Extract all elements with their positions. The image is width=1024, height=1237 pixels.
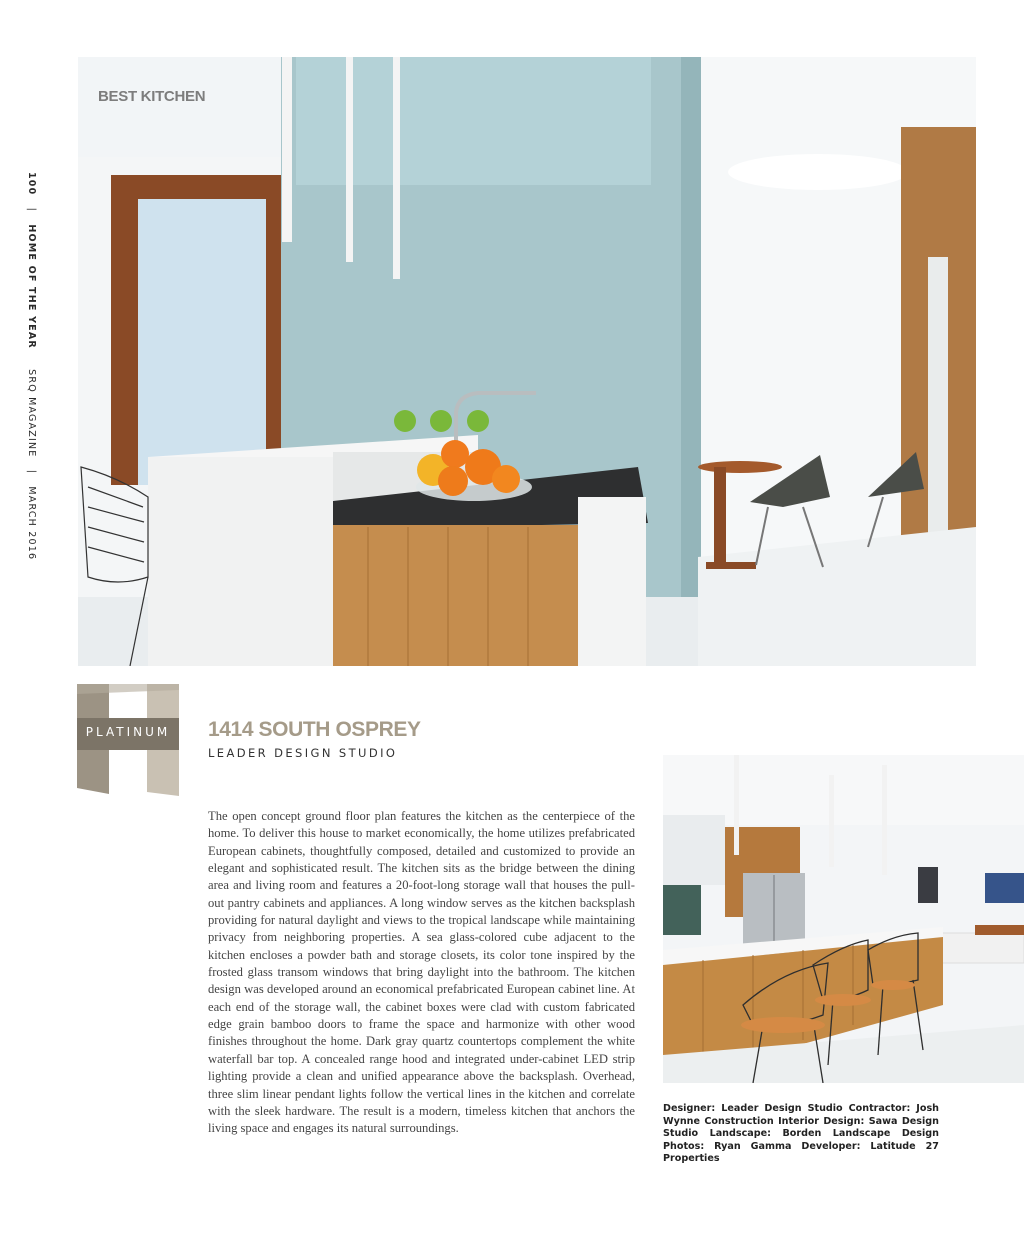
award-level: PLATINUM <box>85 725 171 739</box>
award-h-mark <box>77 684 179 796</box>
magazine-name: SRQ MAGAZINE <box>26 369 37 458</box>
page-number: 100 <box>26 172 37 196</box>
award-emblem <box>77 684 179 796</box>
hero-kitchen-photo <box>78 57 976 666</box>
folio-separator-2: | <box>26 469 37 475</box>
secondary-kitchen-photo <box>663 755 1024 1083</box>
category-label: BEST KITCHEN <box>98 88 206 105</box>
page-folio <box>26 172 37 560</box>
section-name: HOME OF THE YEAR <box>26 224 37 349</box>
article-body: The open concept ground floor plan features the kitchen as the centerpiece of the home. To deliver this house to market economically, the home utilizes prefabricated European cabinets, thoughtfully composed, detailed and customized to provide an elegant and sophisticated result. The kitchen sits as the bridge between the dining area and living room and features a 20-foot-long storage wall that houses the pull-out pantry cabinets and appliances. A long window serves as the kitchen backsplash providing for natural daylight and views to the tropical landscape while maintaining privacy from neighboring properties. A sea glass-colored cube adjacent to the kitchen encloses a powder bath and storage closets, its color tone inspired by the frosted glass transom windows that bring daylight into the bathroom. The kitchen design was developed around an economical prefabricated European cabinet line. At each end of the storage wall, the cabinet boxes were clad with custom fabricated edge grain bamboo doors to frame the space and harmonize with other wood finishes throughout the home. Dark gray quartz countertops complement the white waterfall bar top. A concealed range hood and integrated under-cabinet LED strip lighting provide a clean and unified appearance above the backsplash. Overhead, three slim linear pendant lights follow the vertical lines in the kitchen and correlate with the sleek hardware. The result is a modern, timeless kitchen that anchors the living space and engages its natural surroundings. <box>208 809 635 1136</box>
folio-separator: | <box>26 207 37 213</box>
issue-date: MARCH 2016 <box>26 486 37 561</box>
hero-photo-illustration <box>78 57 976 666</box>
project-title: 1414 SOUTH OSPREY <box>208 718 421 741</box>
secondary-photo-illustration <box>663 755 1024 1083</box>
project-designer: LEADER DESIGN STUDIO <box>208 746 398 760</box>
project-credits: Designer: Leader Design Studio Contractor: Josh Wynne Construction Interior Design: Sawa Design Studio Landscape: Borden Landscape Design Photos: Ryan Gamma Developer: Latitude 27 Properties <box>663 1103 939 1165</box>
